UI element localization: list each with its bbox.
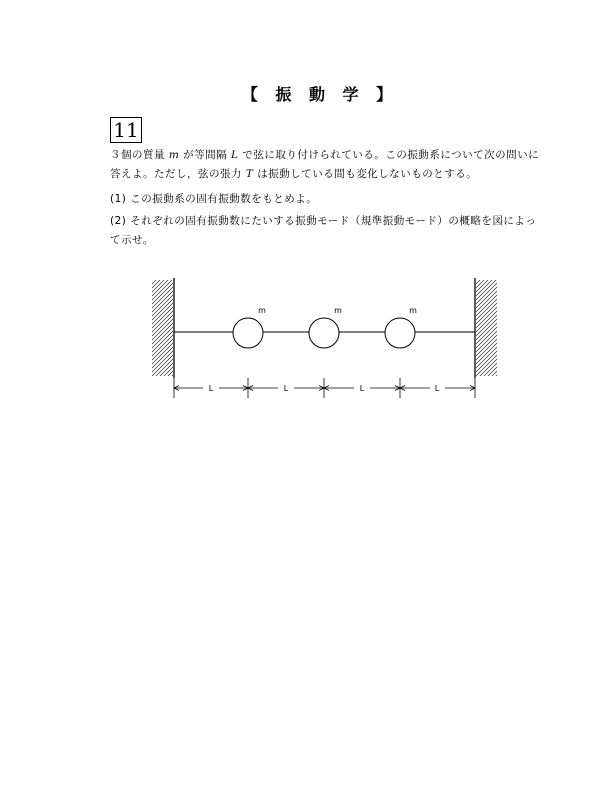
intro-text-2: が等間隔	[179, 149, 231, 161]
page-title: 【 振 動 学 】	[241, 85, 399, 104]
problem-number-box: 11	[110, 117, 142, 143]
mass-label-2: m	[334, 306, 342, 315]
variable-T: T	[245, 168, 254, 180]
spacing-label-1: L	[208, 384, 214, 393]
mass-3	[385, 318, 415, 348]
variable-L: L	[231, 149, 239, 161]
question-2: (2) それぞれの固有振動数にたいする振動モード（規準振動モード）の概略を図によって示せ。	[110, 215, 537, 246]
intro-text-4: は振動している間も変化しないものとする。	[253, 168, 478, 180]
spacing-label-4: L	[434, 384, 440, 393]
intro-text-1: ３個の質量	[110, 149, 169, 161]
right-wall-hatch	[476, 280, 497, 376]
mass-label-3: m	[409, 306, 417, 315]
variable-m: m	[168, 149, 180, 161]
mass-1	[233, 318, 263, 348]
dimension-arrows	[174, 386, 475, 391]
question-1: (1) この振動系の固有振動数をもとめよ。	[110, 193, 318, 205]
mass-2	[309, 318, 339, 348]
spacing-label-3: L	[359, 384, 365, 393]
left-wall-hatch	[152, 280, 173, 376]
spacing-label-2: L	[283, 384, 289, 393]
intro-text-3: で弦に取り付けられている。この振動系について次の問いに答えよ。ただし，弦の張力	[110, 149, 540, 180]
mass-label-1: m	[258, 306, 266, 315]
